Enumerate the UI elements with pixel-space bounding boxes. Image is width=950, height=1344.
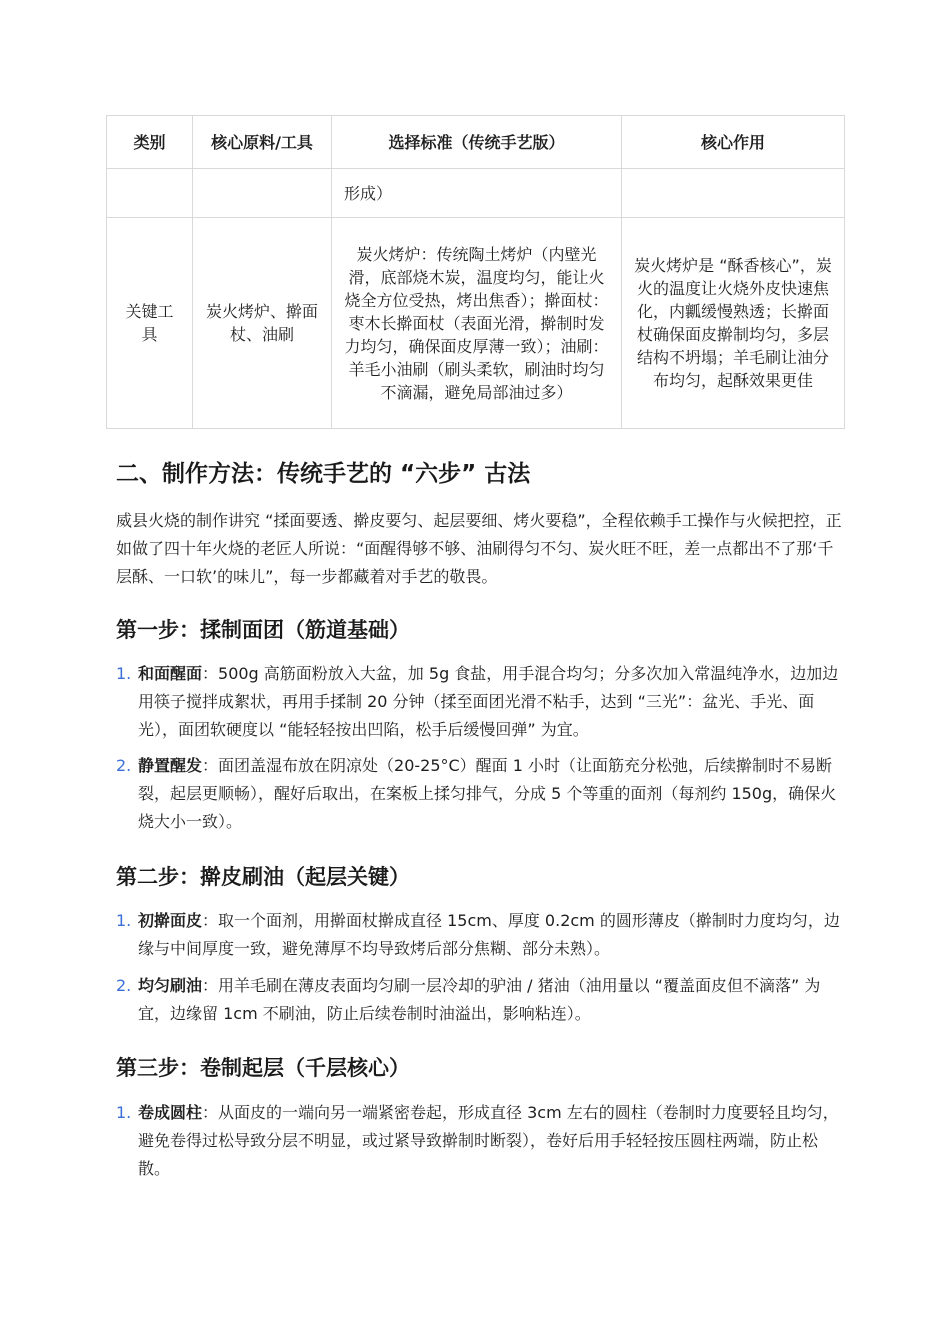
list-item — [116, 1099, 842, 1183]
table-header-row — [107, 116, 845, 169]
header-core-material: 核心原料/工具 — [193, 116, 332, 169]
list-item-text: ：用羊毛刷在薄皮表面均匀刷一层冷却的驴油 / 猪油（油用量以 “覆盖面皮但不滴落” 为宜，边缘留 1cm 不刷油，防止后续卷制时油溢出，影响粘连）。 — [138, 976, 821, 1023]
table-row — [107, 218, 845, 429]
table-cell-standard: 炭火烤炉：传统陶土烤炉（内壁光滑，底部烧木炭，温度均匀，能让火烧全方位受热，烤出焦香）；擀面杖：枣木长擀面杖（表面光滑，擀制时发力均匀，确保面皮厚薄一致）；油刷：羊毛小油刷（刷头柔软，刷油时均匀不滴漏，避免局部油过多） — [332, 218, 622, 429]
table-cell-effect: 炭火烤炉是 “酥香核心”，炭火的温度让火烧外皮快速焦化，内瓤缓慢熟透；长擀面杖确保面皮擀制均匀，多层结构不坍塌；羊毛刷让油分布均匀，起酥效果更佳 — [622, 218, 845, 429]
list-item — [116, 972, 842, 1028]
list-item-text: ：面团盖湿布放在阴凉处（20-25°C）醒面 1 小时（让面筋充分松弛，后续擀制时不易断裂，起层更顺畅），醒好后取出，在案板上揉匀排气，分成 5 个等重的面剂（每剂约 150g，确保火烧大小一致）。 — [138, 756, 837, 831]
list-number: 2. — [116, 756, 132, 775]
list-number: 1. — [116, 911, 132, 930]
list-item-text: ：从面皮的一端向另一端紧密卷起，形成直径 3cm 左右的圆柱（卷制时力度要轻且均匀，避免卷得过松导致分层不明显，或过紧导致擀制时断裂），卷好后用手轻轻按压圆柱两端，防止松散。 — [138, 1103, 839, 1178]
ingredients-tools-table — [106, 115, 845, 429]
header-core-effect: 核心作用 — [622, 116, 845, 169]
header-category: 类别 — [107, 116, 193, 169]
list-item-label: 均匀刷油 — [138, 976, 203, 995]
list-item — [116, 752, 842, 836]
header-selection-standard: 选择标准（传统手艺版） — [332, 116, 622, 169]
list-number: 1. — [116, 664, 132, 683]
list-number: 2. — [116, 976, 132, 995]
list-item — [116, 907, 842, 963]
step-2-heading: 第二步：擀皮刷油（起层关键） — [116, 865, 410, 889]
table-cell — [622, 169, 845, 218]
section-intro: 威县火烧的制作讲究 “揉面要透、擀皮要匀、起层要细、烤火要稳”，全程依赖手工操作与火候把控，正如做了四十年火烧的老匠人所说：“面醒得够不够、油刷得匀不匀、炭火旺不旺，差一点都出不了那‘千层酥、一口软’的味儿”，每一步都藏着对手艺的敬畏。 — [116, 511, 842, 586]
list-number: 1. — [116, 1103, 132, 1122]
step-3-heading: 第三步：卷制起层（千层核心） — [116, 1056, 410, 1080]
table-cell-items: 炭火烤炉、擀面杖、油刷 — [193, 218, 332, 429]
list-item-label: 和面醒面 — [138, 664, 203, 683]
table-cell — [107, 169, 193, 218]
table-cell — [193, 169, 332, 218]
list-item — [116, 660, 842, 744]
list-item-label: 静置醒发 — [138, 756, 203, 775]
section-heading: 二、制作方法：传统手艺的 “六步” 古法 — [116, 461, 531, 487]
list-item-label: 初擀面皮 — [138, 911, 203, 930]
list-item-text: ：取一个面剂，用擀面杖擀成直径 15cm、厚度 0.2cm 的圆形薄皮（擀制时力度均匀，边缘与中间厚度一致，避免薄厚不均导致烤后部分焦糊、部分未熟）。 — [138, 911, 840, 958]
step-1-heading: 第一步：揉制面团（筋道基础） — [116, 618, 410, 642]
table-cell-category: 关键工具 — [107, 218, 193, 429]
list-item-label: 卷成圆柱 — [138, 1103, 203, 1122]
table-row — [107, 169, 845, 218]
table-cell: 形成） — [332, 169, 622, 218]
list-item-text: ：500g 高筋面粉放入大盆，加 5g 食盐，用手混合均匀；分多次加入常温纯净水，边加边用筷子搅拌成絮状，再用手揉制 20 分钟（揉至面团光滑不粘手，达到 “三光”：盆光、手光、面光），面团软硬度以 “能轻轻按出凹陷，松手后缓慢回弹” 为宜。 — [138, 664, 839, 739]
